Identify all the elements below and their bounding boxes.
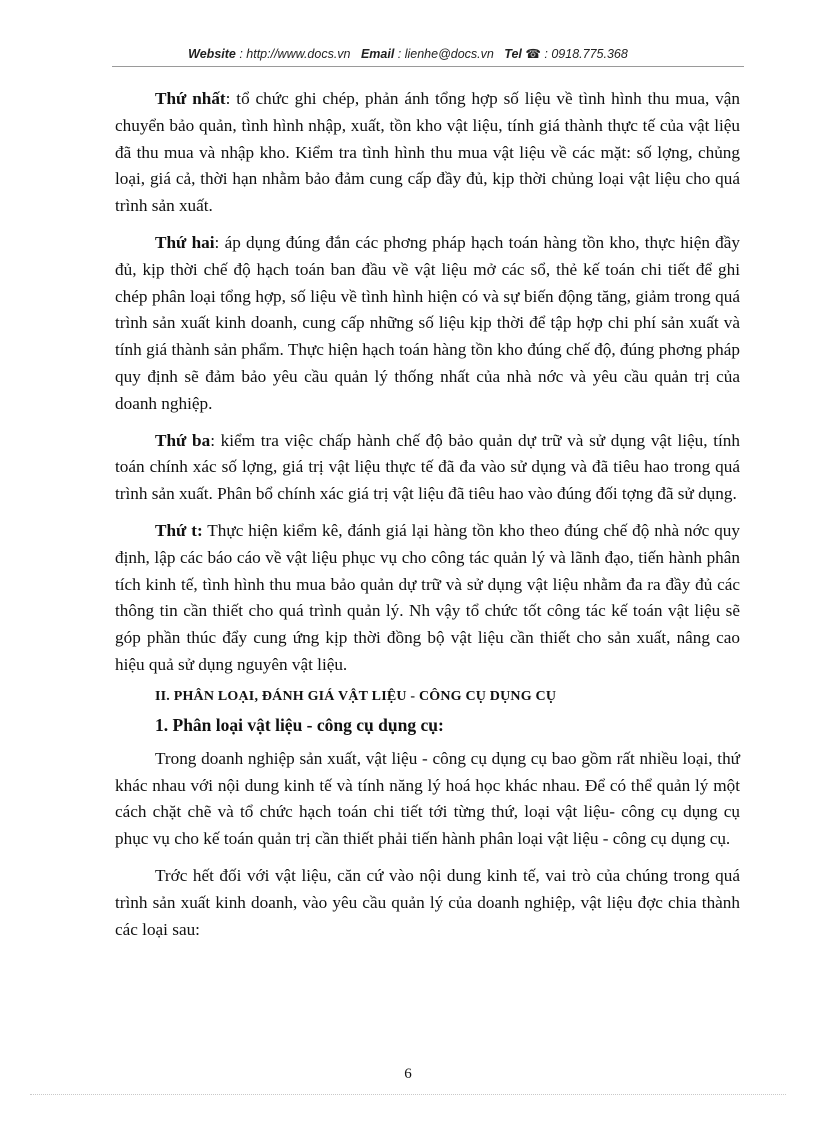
- email-label: Email: [360, 47, 395, 61]
- section-heading: II. PHÂN LOẠI, ĐÁNH GIÁ VẬT LIỆU - CÔNG CỤ DỤNG CỤ: [155, 688, 557, 704]
- body-paragraph: Trớc hết đối với vật liệu, căn cứ vào nội dung kinh tế, vai trò của chúng trong quá trình sản xuất kinh doanh, vào yêu cầu quản lý của doanh nghiệp, vật liệu đợc chia thành các loại sau:: [115, 865, 740, 939]
- paragraph-lead: Thứ hai: [155, 232, 215, 252]
- subsection-heading: 1. Phân loại vật liệu - công cụ dụng cụ:: [155, 714, 444, 735]
- page-header: [0, 46, 816, 61]
- document-body: [115, 86, 740, 953]
- website-label: Website: [188, 47, 236, 61]
- website-value: : http://www.docs.vn: [239, 47, 351, 61]
- paragraph-lead: Thứ nhất: [155, 89, 226, 108]
- paragraph-third: [115, 428, 740, 508]
- tel-label: Tel ☎: [504, 47, 541, 61]
- page-number: 6: [404, 1066, 412, 1082]
- paragraph-lead: Thứ ba: [155, 430, 211, 450]
- paragraph-lead: Thứ t:: [155, 520, 203, 540]
- paragraph-second: [115, 230, 740, 418]
- header-divider: [112, 66, 744, 67]
- page-bottom-border: [30, 1094, 786, 1095]
- paragraph-first: [115, 86, 740, 220]
- paragraph-fourth: [115, 518, 740, 679]
- paragraph-text: : áp dụng đúng đắn các phơng pháp hạch toán hàng tồn kho, thực hiện đầy đủ, kịp thời chế độ hạch toán ban đầu về vật liệu mở các sổ, thẻ kế toán chi tiết để ghi chép phân loại tổng hợp, số liệu về tình hình hiện có và sự biến động tăng, giảm trong quá trình sản xuất kinh doanh, cung cấp những số liệu kịp thời để tập hợp chi phí sản xuất và tính giá thành sản phẩm. Thực hiện hạch toán hàng tồn kho đúng chế độ, đúng phơng pháp quy định sẽ đảm bảo yêu cầu quản lý thống nhất của nhà nớc và yêu cầu quản trị của doanh nghiệp.: [115, 232, 741, 413]
- paragraph-text: : kiểm tra việc chấp hành chế độ bảo quản dự trữ và sử dụng vật liệu, tính toán chính xác số lợng, giá trị vật liệu thực tế đã đa vào sử dụng và đã tiêu hao trong quá trình sản xuất. Phân bổ chính xác giá trị vật liệu đã tiêu hao vào đúng đối tợng đã sử dụng.: [115, 430, 740, 504]
- email-value: : lienhe@docs.vn: [397, 47, 494, 61]
- paragraph-text: Thực hiện kiểm kê, đánh giá lại hàng tồn kho theo đúng chế độ nhà nớc quy định, lập các báo cáo về vật liệu phục vụ cho công tác quản lý và lãnh đạo, tiến hành phân tích kinh tế, tình hình thu mua bảo quản dự trữ và sử dụng vật liệu nhằm đa ra đầy đủ các thông tin cần thiết cho quá trình quản lý. Nh vậy tổ chức tốt công tác kế toán vật liệu sẽ góp phần thúc đẩy cung ứng kịp thời đồng bộ vật liệu cần thiết cho sản xuất, nâng cao hiệu quả sử dụng nguyên vật liệu.: [115, 520, 740, 674]
- body-paragraph: Trong doanh nghiệp sản xuất, vật liệu - công cụ dụng cụ bao gồm rất nhiều loại, thứ khác nhau với nội dung kinh tế và tính năng lý hoá học khác nhau. Để có thể quản lý một cách chặt chẽ và tổ chức hạch toán chi tiết tới từng thứ, loại vật liệu- công cụ dụng cụ phục vụ cho kế toán quản trị cần thiết phải tiến hành phân loại vật liệu - công cụ dụng cụ.: [115, 748, 740, 849]
- tel-value: : 0918.775.368: [544, 47, 628, 61]
- paragraph-text: : tổ chức ghi chép, phản ánh tổng hợp số liệu về tình hình thu mua, vận chuyển bảo quản, tình hình nhập, xuất, tồn kho vật liệu, tính giá thành thực tế của vật liệu đã thu mua và nhập kho. Kiểm tra tình hình thu mua vật liệu về các mặt: số lợng, chủng loại, giá cả, thời hạn nhằm bảo đảm cung cấp đầy đủ, kịp thời chủng loại vật liệu cho quá trình sản xuất.: [115, 89, 740, 216]
